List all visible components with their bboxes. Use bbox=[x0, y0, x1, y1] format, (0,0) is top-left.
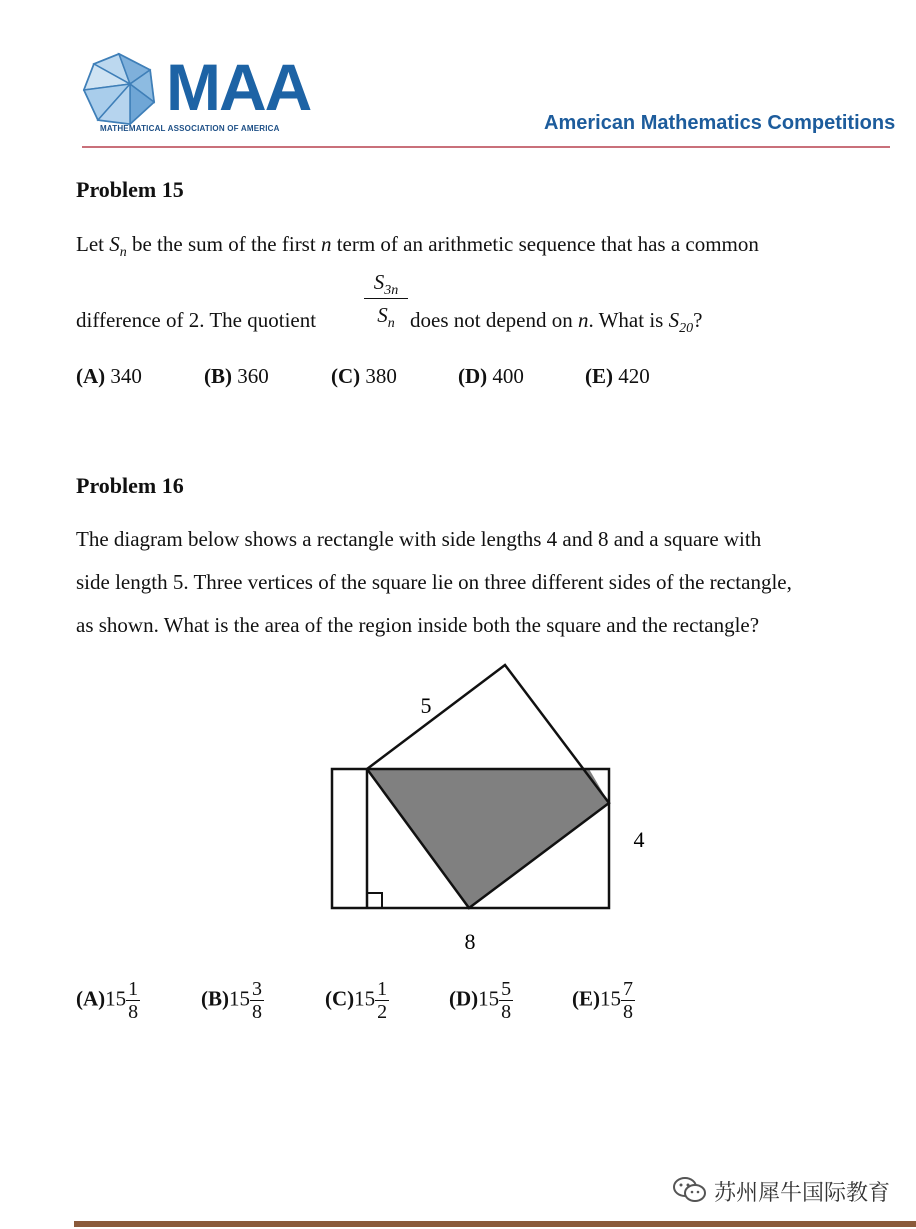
math-sub: 20 bbox=[679, 321, 694, 336]
problem-15-line-2 bbox=[76, 310, 316, 331]
fraction-numerator: 5 bbox=[501, 978, 512, 1000]
text-segment: difference of 2. The quotient bbox=[76, 308, 317, 332]
problem-16-choice-e[interactable] bbox=[572, 978, 635, 1023]
icosahedron-icon bbox=[80, 50, 158, 128]
text-segment: term of an arithmetic sequence that has a common bbox=[331, 232, 759, 256]
label-square-side: 5 bbox=[420, 693, 432, 718]
logo-wordmark: MAA bbox=[166, 50, 311, 124]
problem-16-choice-d[interactable] bbox=[449, 978, 513, 1023]
problem-15-choice-a[interactable] bbox=[76, 364, 142, 389]
choice-fraction bbox=[499, 978, 513, 1023]
problem-15-choice-c[interactable] bbox=[331, 364, 397, 389]
math-sub: 3n bbox=[384, 283, 399, 298]
math-var: n bbox=[320, 232, 332, 256]
problem-16-line-3: as shown. What is the area of the region inside both the square and the rectangle? bbox=[76, 613, 760, 637]
choice-value: 360 bbox=[237, 364, 269, 388]
choice-fraction bbox=[375, 978, 389, 1023]
choice-letter: (D) bbox=[449, 986, 479, 1011]
choice-value: 420 bbox=[618, 364, 650, 388]
fraction-denominator bbox=[364, 303, 408, 331]
problem-15-choice-b[interactable] bbox=[204, 364, 269, 389]
text-segment: be the sum of the first bbox=[126, 232, 321, 256]
problem-15-choice-d[interactable] bbox=[458, 364, 524, 389]
problem-16-title: Problem 16 bbox=[76, 473, 184, 498]
header-divider bbox=[82, 146, 890, 148]
logo-subtitle: MATHEMATICAL ASSOCIATION OF AMERICA bbox=[100, 124, 280, 133]
problem-15-title: Problem 15 bbox=[76, 177, 184, 202]
text-segment: ? bbox=[693, 308, 703, 332]
fraction-numerator: 1 bbox=[128, 978, 139, 1000]
text-segment: does not depend on bbox=[410, 308, 578, 332]
fraction-denominator: 2 bbox=[377, 1001, 388, 1023]
problem-16-line-1: The diagram below shows a rectangle with side lengths 4 and 8 and a square with bbox=[76, 527, 762, 551]
right-angle-mark bbox=[367, 893, 382, 908]
choice-letter: (C) bbox=[325, 986, 355, 1011]
choice-letter: (A) bbox=[76, 986, 106, 1011]
problem-16-line-2: side length 5. Three vertices of the square lie on three different sides of the rectangle, bbox=[76, 570, 792, 594]
choice-fraction bbox=[126, 978, 140, 1023]
choice-value: 380 bbox=[365, 364, 397, 388]
watermark-text: 苏州犀牛国际教育 bbox=[714, 1181, 891, 1206]
maa-logo bbox=[80, 50, 311, 140]
label-rectangle-height: 4 bbox=[633, 827, 645, 852]
choice-letter: (B) bbox=[201, 986, 229, 1011]
label-rectangle-width: 8 bbox=[464, 929, 476, 954]
fraction-denominator: 8 bbox=[252, 1001, 262, 1023]
problem-15-choice-e[interactable] bbox=[585, 364, 650, 389]
choice-letter: (E) bbox=[585, 364, 613, 388]
choice-whole: 15 bbox=[105, 986, 127, 1011]
math-sub: n bbox=[119, 245, 127, 260]
problem-16-choice-b[interactable] bbox=[201, 978, 264, 1023]
choice-whole: 15 bbox=[478, 986, 500, 1011]
math-var: S bbox=[109, 232, 120, 256]
header-tagline: American Mathematics Competitions bbox=[544, 112, 896, 134]
math-var: S bbox=[377, 303, 388, 327]
math-sub: n bbox=[387, 316, 395, 331]
fraction-bar bbox=[364, 298, 408, 299]
shaded-overlap-region bbox=[367, 769, 609, 908]
fraction-numerator: 7 bbox=[623, 978, 633, 1000]
choice-whole: 15 bbox=[600, 986, 621, 1011]
math-var: S bbox=[668, 308, 680, 332]
fraction-numerator: 1 bbox=[377, 978, 388, 1000]
choice-whole: 15 bbox=[354, 986, 376, 1011]
choice-letter: (E) bbox=[572, 986, 600, 1011]
choice-letter: (A) bbox=[76, 364, 106, 388]
fraction-denominator: 8 bbox=[623, 1001, 633, 1023]
footer-divider bbox=[74, 1221, 916, 1227]
choice-letter: (B) bbox=[204, 364, 232, 388]
math-var: n bbox=[577, 308, 589, 332]
choice-letter: (C) bbox=[331, 364, 361, 388]
problem-16-choice-a[interactable] bbox=[76, 978, 140, 1023]
choice-value: 400 bbox=[492, 364, 524, 388]
fraction-denominator: 8 bbox=[501, 1001, 512, 1023]
problem-16-choice-c[interactable] bbox=[325, 978, 389, 1023]
fraction-denominator: 8 bbox=[128, 1001, 139, 1023]
text-segment: Let bbox=[76, 232, 110, 256]
math-var: S bbox=[373, 270, 385, 294]
problem-15-line-2-rest bbox=[410, 308, 703, 336]
wechat-icon bbox=[672, 1176, 708, 1204]
choice-value: 340 bbox=[110, 364, 142, 388]
choice-letter: (D) bbox=[458, 364, 488, 388]
problem-15-line-1 bbox=[76, 232, 759, 260]
choice-fraction bbox=[621, 978, 635, 1023]
choice-whole: 15 bbox=[229, 986, 250, 1011]
quotient-fraction bbox=[364, 270, 408, 331]
fraction-numerator bbox=[364, 270, 408, 296]
text-segment: . What is bbox=[588, 308, 669, 332]
rectangle-square-diagram bbox=[310, 655, 670, 955]
fraction-numerator: 3 bbox=[252, 978, 262, 1000]
choice-fraction bbox=[250, 978, 264, 1023]
